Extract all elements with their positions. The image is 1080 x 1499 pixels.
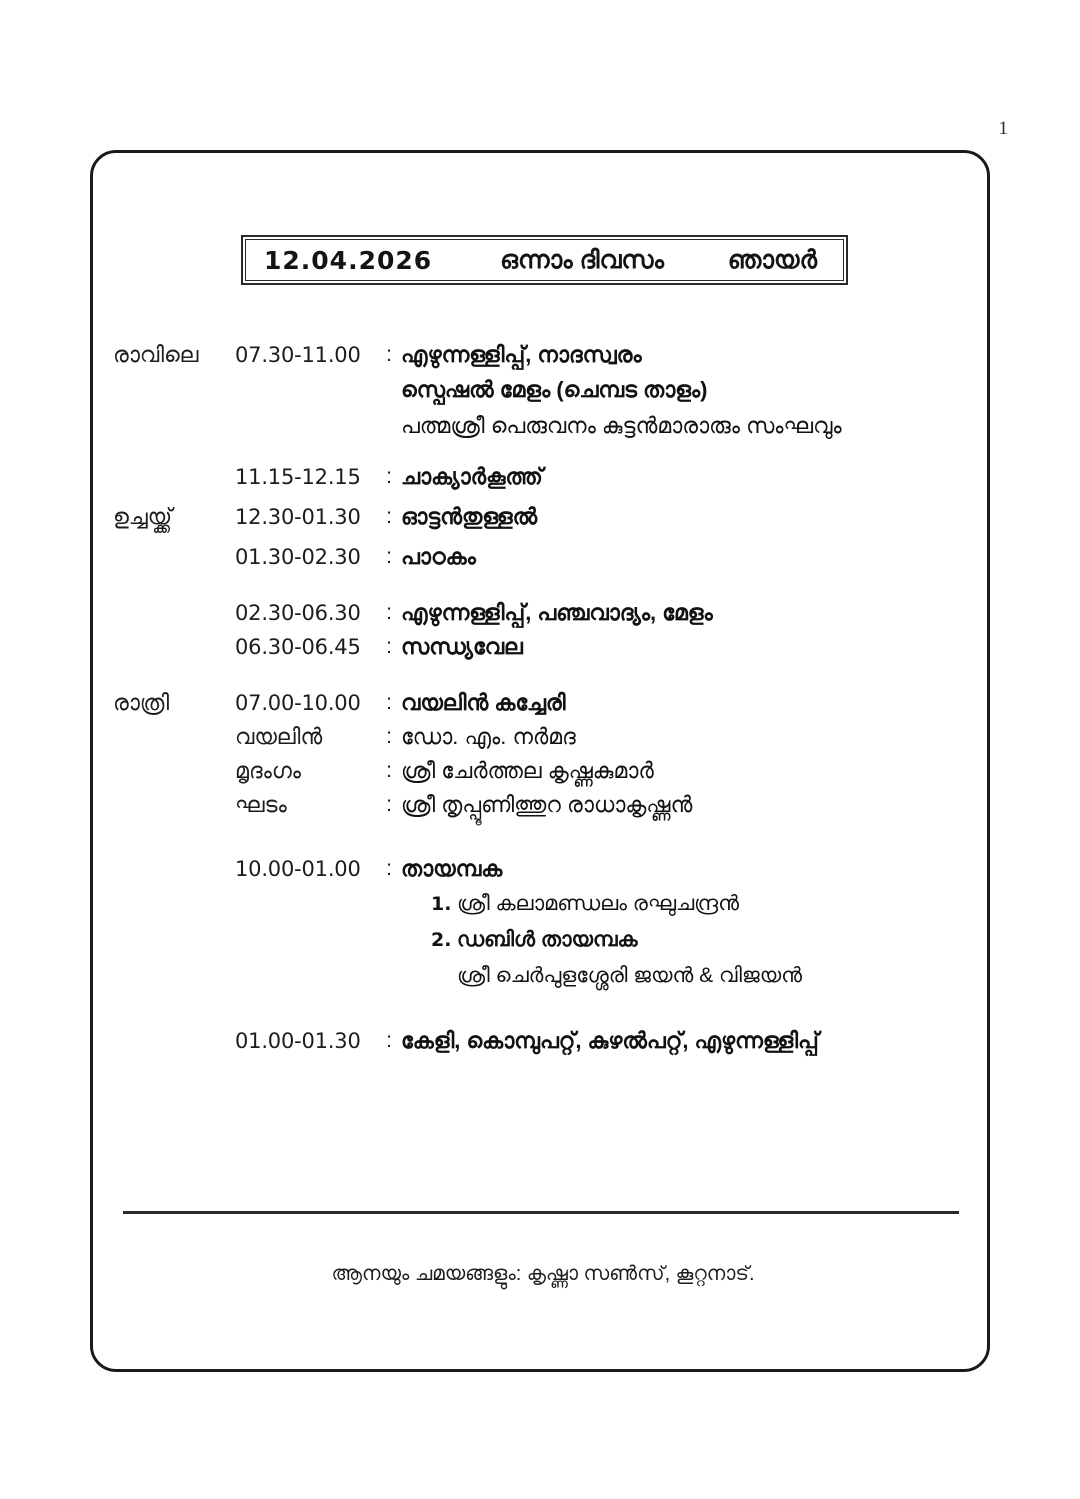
row-subline: പത്മശ്രീ പെരുവനം കുട്ടൻമാരാരും സംഘവും (401, 413, 842, 438)
credit-colon: : (386, 793, 392, 816)
thayambaka-colon: : (386, 857, 392, 880)
page-number: 1 (998, 118, 1008, 139)
list-item-number: 1. (431, 893, 452, 915)
footer-divider (123, 1211, 959, 1214)
credit-row (113, 788, 983, 822)
row-time: 01.00-01.30 (235, 1029, 361, 1053)
row-time: 11.15-12.15 (235, 465, 361, 489)
schedule-row (113, 500, 983, 534)
thayambaka-title: തായമ്പക (401, 856, 503, 881)
list-item-number: 2. (431, 929, 452, 951)
list-item (431, 886, 983, 922)
row-time: 02.30-06.30 (235, 601, 361, 625)
spacer (113, 822, 983, 852)
spacer (113, 580, 983, 596)
schedule-list (113, 338, 983, 1064)
credit-artist-name: ശ്രീ ചേർത്തല കൃഷ്ണകുമാർ (401, 758, 654, 783)
row-time: 06.30-06.45 (235, 635, 361, 659)
row-event: ഓട്ടൻതുള്ളൽ (401, 504, 538, 529)
list-item-continuation: ശ്രീ ചെർപുളശ്ശേരി ജയൻ & വിജയൻ (457, 964, 802, 987)
schedule-row (113, 338, 983, 372)
row-event: ചാക്യാർകൂത്ത് (401, 464, 543, 489)
credit-row (113, 720, 983, 754)
row-event: സന്ധ്യവേല (401, 634, 523, 659)
schedule-row (113, 630, 983, 664)
row-colon: : (386, 343, 392, 366)
row-subline: സ്പെഷൽ മേളം (ചെമ്പട താളം) (401, 377, 708, 402)
row-period-label: രാത്രി (113, 690, 170, 715)
row-colon: : (386, 465, 392, 488)
credit-instrument-label: വയലിൻ (235, 724, 323, 749)
spacer (113, 994, 983, 1024)
row-event: എഴുന്നള്ളിപ്പ്, നാദസ്വരം (401, 342, 642, 367)
credit-instrument-label: ഘടം (235, 792, 287, 817)
credit-colon: : (386, 759, 392, 782)
row-event: എഴുന്നള്ളിപ്പ്, പഞ്ചവാദ്യം, മേളം (401, 600, 713, 625)
schedule-row (113, 596, 983, 630)
list-item-text: ഡബിൾ തായമ്പക (457, 928, 638, 951)
header-date: 12.04.2026 (264, 245, 433, 275)
day-header-inner (245, 239, 844, 281)
spacer (113, 444, 983, 460)
schedule-row (113, 1024, 983, 1058)
day-header-box (241, 235, 848, 285)
schedule-row (113, 460, 983, 494)
row-event: പാഠകം (401, 544, 476, 569)
credit-colon: : (386, 725, 392, 748)
row-colon: : (386, 635, 392, 658)
row-colon: : (386, 545, 392, 568)
row-period-label: രാവിലെ (113, 342, 199, 367)
program-card (90, 150, 990, 1372)
row-event: കേളി, കൊമ്പുപറ്റ്, കുഴൽപറ്റ്, എഴുന്നള്ളിപ്പ് (401, 1028, 819, 1053)
row-event: വയലിൻ കച്ചേരി (401, 690, 566, 715)
row-colon: : (386, 1029, 392, 1052)
spacer (113, 670, 983, 686)
list-item (431, 922, 983, 958)
credit-artist-name: ഡോ. എം. നർമദ (401, 724, 576, 749)
credit-artist-name: ശ്രീ തൃപ്പൂണിത്തുറ രാധാകൃഷ്ണൻ (401, 792, 693, 817)
row-time: 07.00-10.00 (235, 691, 361, 715)
schedule-row (113, 686, 983, 720)
thayambaka-time: 10.00-01.00 (235, 857, 361, 881)
row-colon: : (386, 601, 392, 624)
credit-instrument-label: മൃദംഗം (235, 758, 302, 783)
row-period-label: ഉച്ചയ്ക്ക് (113, 504, 173, 529)
thayambaka-row (113, 852, 983, 886)
row-time: 12.30-01.30 (235, 505, 361, 529)
credit-row (113, 754, 983, 788)
footer-credit: ആനയും ചമയങ്ങളും: കൃഷ്ണാ സൺസ്, കൂറ്റനാട്. (331, 1263, 755, 1285)
row-colon: : (386, 691, 392, 714)
header-weekday: ഞായർ (727, 245, 817, 274)
list-item-text: ശ്രീ കലാമണ്ഡലം രഘുചന്ദ്രൻ (457, 892, 739, 915)
row-time: 01.30-02.30 (235, 545, 361, 569)
row-time: 07.30-11.00 (235, 343, 361, 367)
schedule-row (113, 540, 983, 574)
row-colon: : (386, 505, 392, 528)
header-day-ordinal: ഒന്നാം ദിവസം (500, 245, 664, 274)
